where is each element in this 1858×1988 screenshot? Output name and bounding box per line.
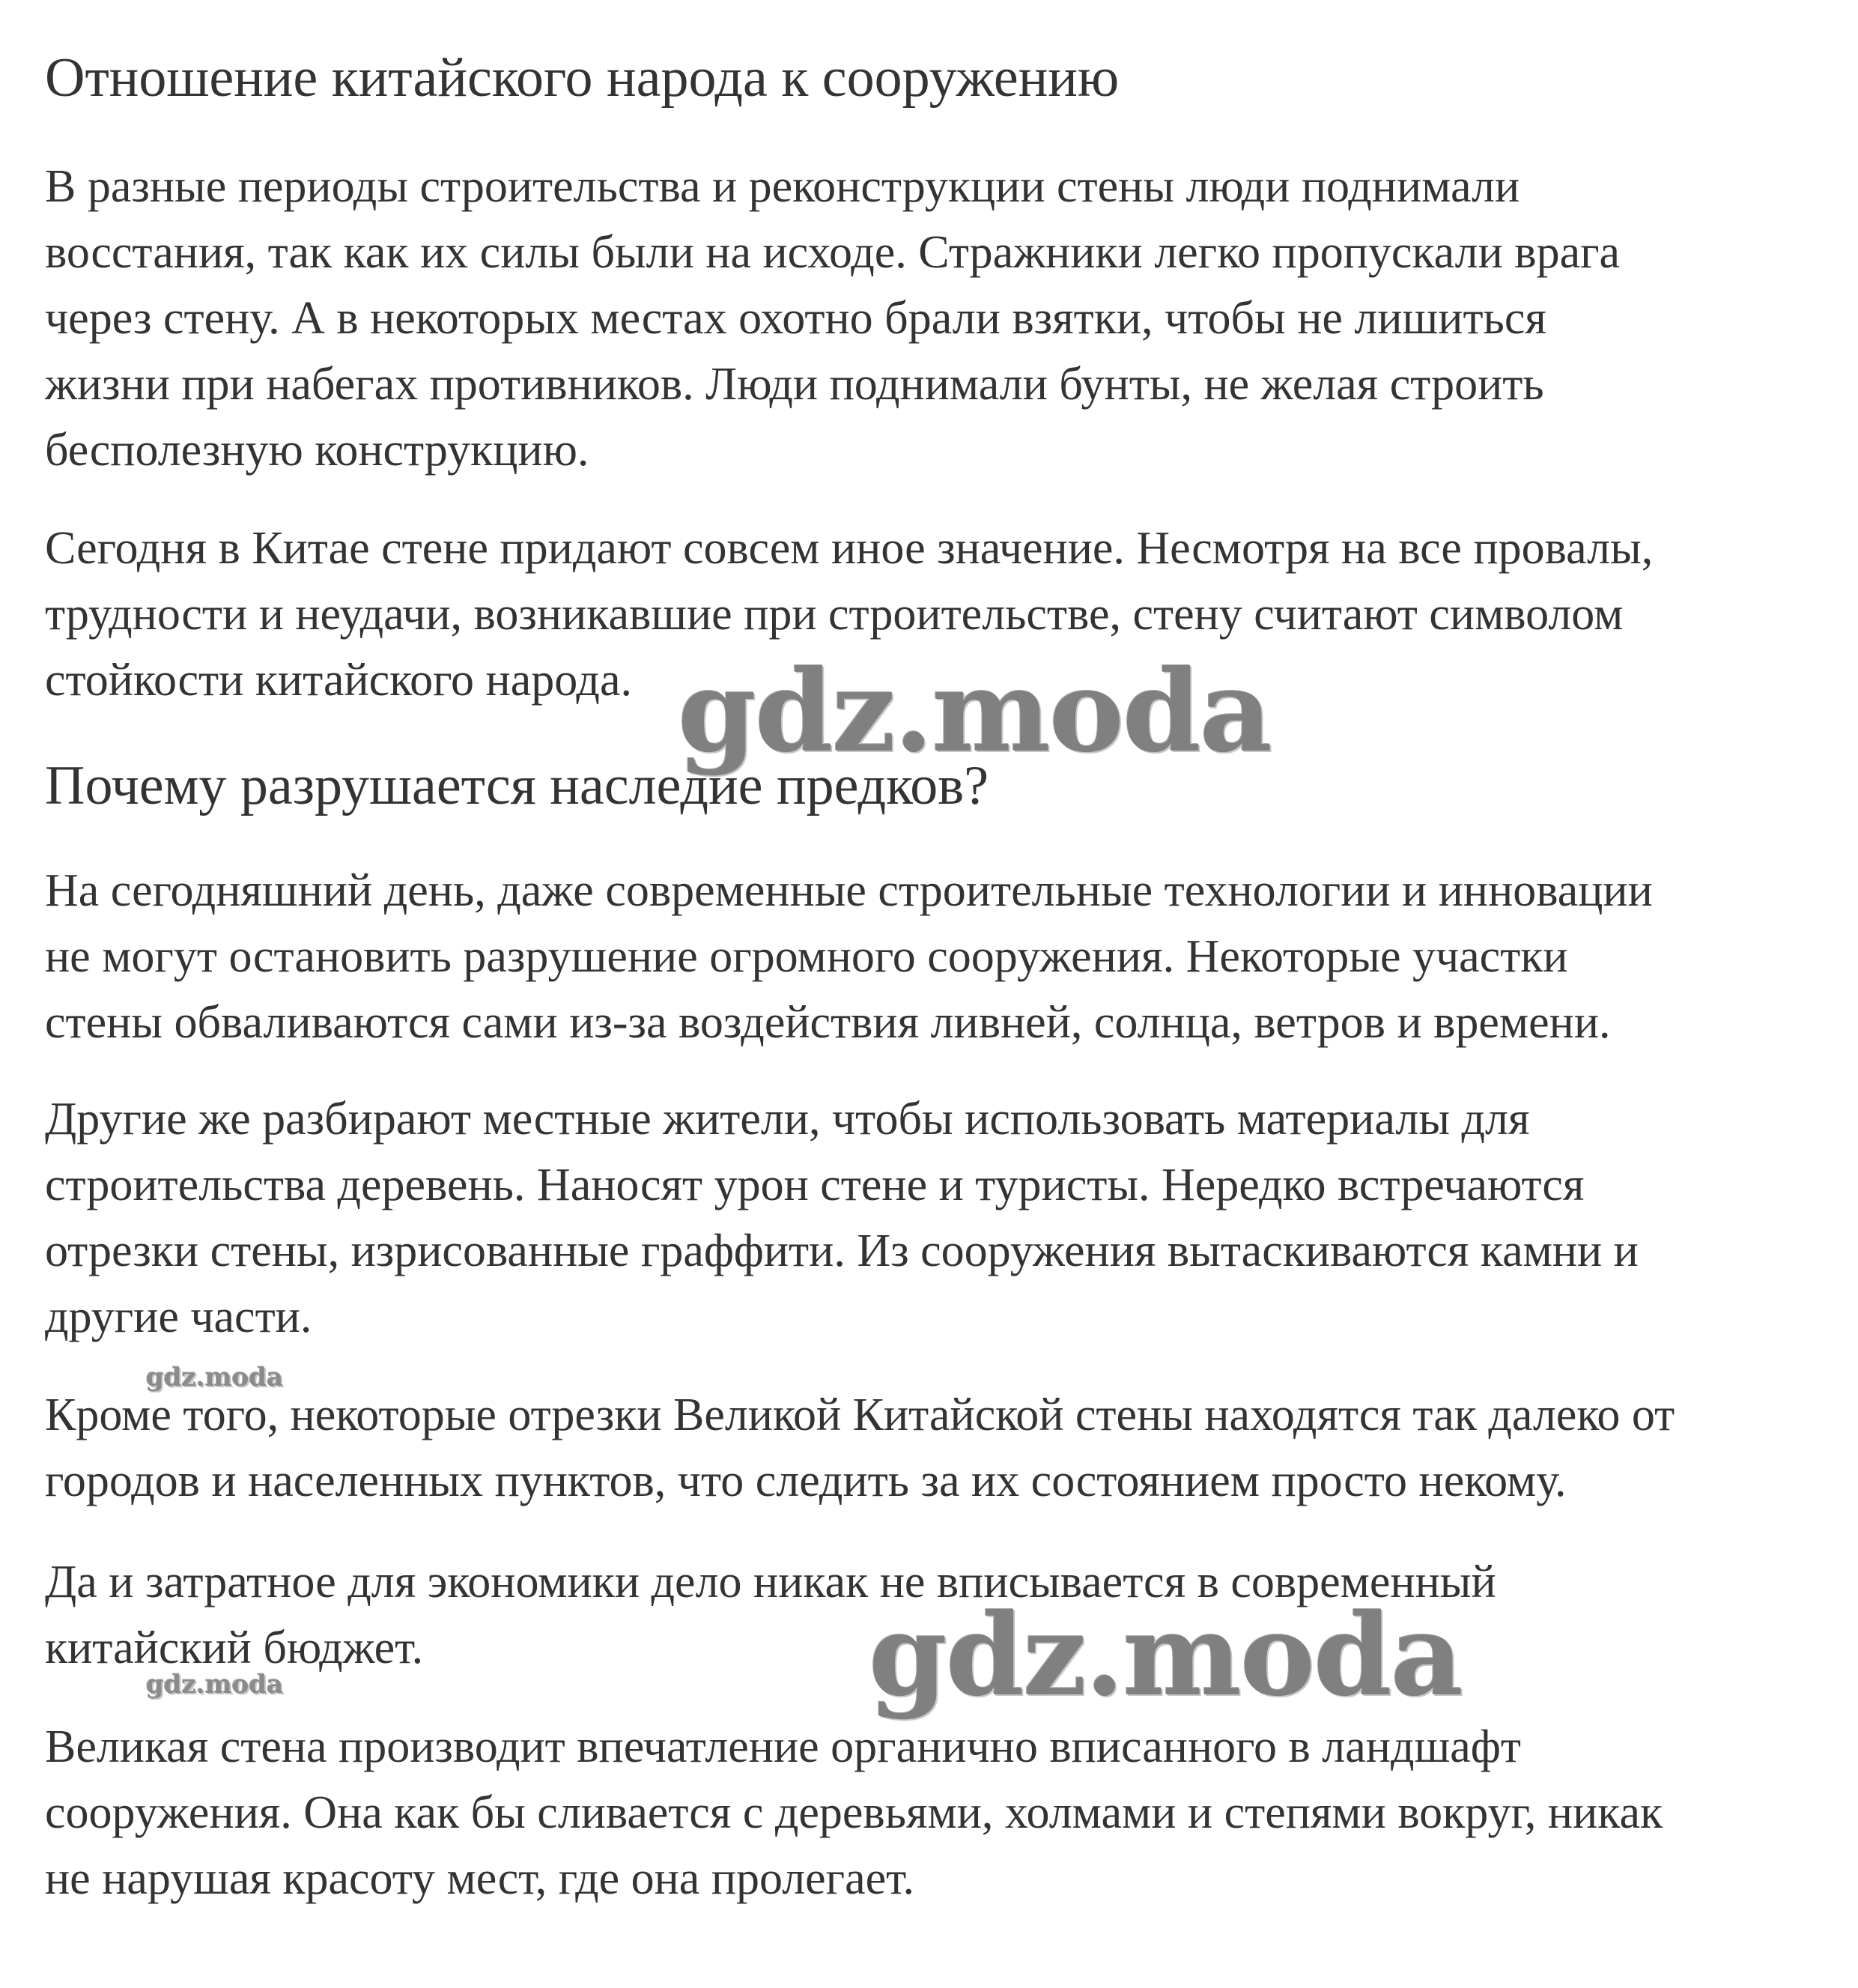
text-line: другие части. [45, 1291, 312, 1342]
text-line: строительства деревень. Наносят урон стене и туристы. Нередко встречаются [45, 1160, 1585, 1210]
text-line: трудности и неудачи, возникавшие при строительстве, стену считают символом [45, 589, 1624, 640]
watermark-small: gdz.moda [146, 1670, 284, 1700]
text-line: жизни при набегах противников. Люди поднимали бунты, не желая строить [45, 359, 1544, 410]
watermark-large: gdz.moda [678, 646, 1272, 778]
text-line: стойкости китайского народа. [45, 655, 632, 706]
paragraph-local-residents [45, 1086, 1827, 1350]
text-line: восстания, так как их силы были на исходе. Стражники легко пропускали врага [45, 227, 1621, 278]
text-line: китайский бюджет. [45, 1622, 424, 1673]
paragraph-landscape [45, 1714, 1827, 1912]
text-line: сооружения. Она как бы сливается с деревьями, холмами и степями вокруг, никак [45, 1787, 1663, 1838]
heading-why-heritage-destroyed: Почему разрушается наследие предков? [45, 755, 989, 816]
text-line: Другие же разбирают местные жители, чтобы использовать материалы для [45, 1094, 1530, 1145]
paragraph-remote-sections [45, 1382, 1827, 1514]
watermark-small: gdz.moda [146, 1363, 284, 1392]
text-line: не могут остановить разрушение огромного сооружения. Некоторые участки [45, 931, 1568, 982]
text-line: через стену. А в некоторых местах охотно брали взятки, чтобы не лишиться [45, 293, 1546, 344]
text-line: стены обваливаются сами из-за воздействия ливней, солнца, ветров и времени. [45, 997, 1611, 1048]
text-line: Сегодня в Китае стене придают совсем иное значение. Несмотря на все провалы, [45, 523, 1654, 574]
text-line: На сегодняшний день, даже современные строительные технологии и инновации [45, 865, 1653, 916]
text-line: Великая стена производит впечатление органично вписанного в ландшафт [45, 1721, 1522, 1772]
text-line: бесполезную конструкцию. [45, 425, 589, 476]
heading-attitude-of-chinese-people: Отношение китайского народа к сооружению [45, 47, 1120, 109]
text-line: В разные периоды строительства и реконструкции стены люди поднимали [45, 161, 1520, 212]
text-line: городов и населенных пунктов, что следить за их состоянием просто некому. [45, 1455, 1567, 1506]
text-line: Да и затратное для экономики дело никак не вписывается в современный [45, 1557, 1496, 1607]
text-line: отрезки стены, изрисованные граффити. Из сооружения вытаскиваются камни и [45, 1225, 1639, 1276]
watermark-large: gdz.moda [869, 1590, 1463, 1721]
paragraph-uprisings [45, 154, 1827, 483]
paragraph-modern-technologies [45, 858, 1827, 1055]
text-line: не нарушая красоту мест, где она пролегает. [45, 1853, 915, 1904]
text-line: Кроме того, некоторые отрезки Великой Китайской стены находятся так далеко от [45, 1390, 1675, 1440]
